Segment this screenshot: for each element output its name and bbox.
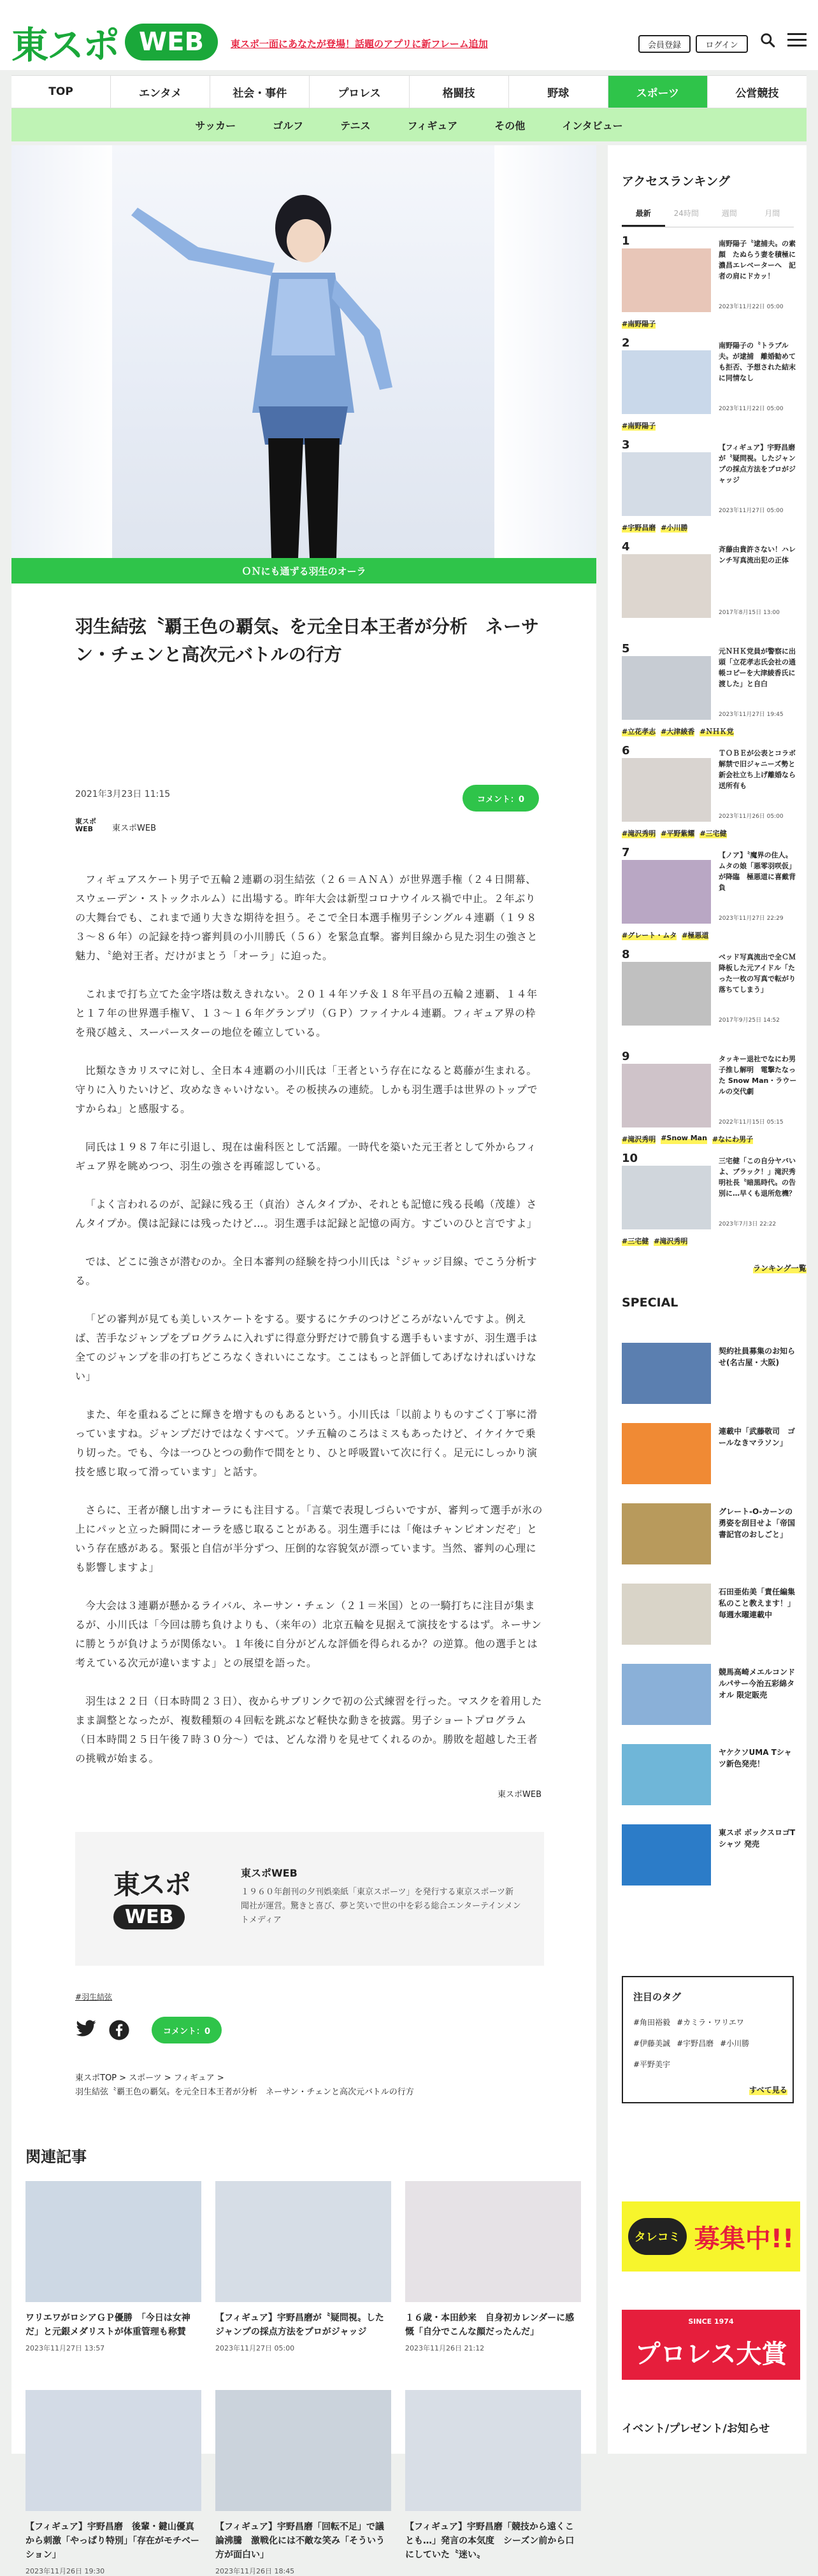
article-tag[interactable]: #羽生結弦 [75,1993,113,2001]
ranking-tag[interactable]: #南野陽子 [622,320,656,328]
event-heading: イベント/プレゼント/お知らせ [622,2422,770,2435]
ranking-tag[interactable]: #立花孝志 [622,727,656,736]
nav-sports[interactable]: スポーツ [608,76,708,108]
special-item[interactable]: 競馬高崎メエルコンドルパサー今治五彩綿タオル 限定販売 [622,1664,800,1728]
article-date: 2021年3月23日 11:15 [75,789,171,799]
ranking-item[interactable]: 5 元ＮＨＫ党員が警察に出頭「立花孝志氏会社の通帳コピーを大津綾香氏に渡した」と自白 2023年11月27日 19:45 #立花孝志 #大津綾香 #ＮＨＫ党 [622,642,796,736]
about-box [75,1832,544,1966]
ranking-tag[interactable]: #南野陽子 [622,422,656,430]
ranking-thumbnail [622,248,711,312]
special-heading: SPECIAL [622,1296,678,1310]
nav-martial-arts[interactable]: 格闘技 [410,76,509,108]
sidebar [608,145,807,2454]
related-thumbnail [405,2181,581,2302]
hero-image [11,145,596,558]
paragraph: 「よく言われるのが、記録に残る王（貞治）さんタイプか、それとも記憶に残る長嶋（茂雄）さんタイプか。僕は記録には残ったけど…。羽生選手は記録と記憶の両方。すごいのひと言ですよ」 [75,1198,538,1229]
author-logo: 東スポWEB [75,817,96,833]
about-name: 東スポWEB [241,1867,298,1879]
special-thumbnail [622,1423,711,1484]
nav-society[interactable]: 社会・事件 [210,76,310,108]
subnav-figure[interactable]: フィギュア [407,119,458,132]
ranking-item[interactable]: 4 斉藤由貴許さない！ハレンチ写真流出犯の正体 2017年8月15日 13:00 [622,540,800,636]
member-register-button[interactable]: 会員登録 [638,35,691,53]
site-header [0,0,818,70]
tab-weekly[interactable]: 週間 [721,209,737,218]
nav-prowrestling[interactable]: プロレス [310,76,409,108]
special-thumbnail [622,1664,711,1725]
subnav-soccer[interactable]: サッカー [195,119,236,132]
ranking-tag[interactable]: #グレート・ムタ [622,931,677,940]
ranking-tag[interactable]: #小川勝 [661,524,688,532]
ranking-heading: アクセスランキング [622,175,730,189]
related-thumbnail [215,2390,391,2511]
breadcrumb [75,2072,414,2100]
tarekomi-banner[interactable] [622,2201,800,2272]
subnav-interview[interactable]: インタビュー [562,119,623,132]
facebook-icon[interactable] [108,2019,130,2045]
ranking-tag[interactable]: #三宅健 [622,1237,649,1245]
related-item[interactable]: 【フィギュア】宇野昌磨 後輩・鍵山優真から刺激「やっぱり特別」「存在がモチベーション」 2023年11月26日 19:30 [25,2390,201,2576]
special-item[interactable]: ヤケクソUMA Tシャツ新色発売！ [622,1744,800,1808]
all-tags-link[interactable]: すべて見る [749,2086,787,2094]
related-thumbnail [215,2181,391,2302]
ranking-tabs [622,208,794,227]
related-thumbnail [25,2181,201,2302]
featured-tag[interactable]: #伊藤美誠 [633,2039,671,2048]
banner-text: プロレス大賞 [635,2340,787,2369]
related-item[interactable]: １６歳・本田紗来 自身初カレンダーに感慨「自分でこんな顔だったんだ」 2023年11月26日 21:12 [405,2181,581,2353]
nav-entame[interactable]: エンタメ [111,76,210,108]
special-thumbnail [622,1824,711,1885]
special-thumbnail [622,1503,711,1564]
paragraph: では、どこに強さが潜むのか。全日本審判の経験を持つ小川氏は〝ジャッジ目線〟でこう分析する。 [75,1256,538,1287]
paragraph: 同氏は１９８７年に引退し、現在は歯科医として活躍。一時代を築いた元王者として外からフィギュア界を眺めつつ、羽生の強さを再確認している。 [75,1141,537,1172]
article-title: 羽生結弦〝覇王色の覇気〟を元全日本王者が分析 ネーサン・チェンと高次元バトルの行方 [75,616,540,665]
ranking-thumbnail [622,860,711,924]
subnav-other[interactable]: その他 [494,119,526,132]
ranking-thumbnail [622,350,711,414]
ranking-tag[interactable]: #滝沢秀明 [654,1237,688,1245]
ranking-thumbnail [622,452,711,516]
ranking-item[interactable]: 3 【フィギュア】宇野昌磨が〝疑問視〟したジャンプの採点方法をプロがジャッジ 2023年11月27日 05:00 #宇野昌磨 #小川勝 [622,438,796,532]
featured-tag[interactable]: #平野美宇 [633,2060,671,2069]
promo-link[interactable]: 東スポ一面にあなたが登場！話題のアプリに新フレーム追加 [231,38,488,50]
author-block [75,818,156,836]
login-button[interactable]: ログイン [696,35,748,53]
menu-icon[interactable] [787,32,807,53]
comment-button-bottom[interactable]: コメント：0 [152,2017,222,2043]
ranking-thumbnail [622,554,711,618]
ranking-tag[interactable]: #Snow Man [661,1134,707,1144]
ranking-item[interactable]: 2 南野陽子の〝トラブル夫〟が逮捕 離婚勧めても拒否、予想された結末に同情なし 2023年11月22日 05:00 #南野陽子 [622,336,796,430]
logo-web-badge: WEB [125,24,218,61]
paragraph: 今大会は３連覇が懸かるライバル、ネーサン・チェン（２１＝米国）との一騎打ちに注目が集まるが、小川氏は「今回は勝ち負けよりも、（来年の）北京五輪を見据えて演技をするはず。ネーサンに勝とうが負けようが関係ない。１年後に自分がどんな評価を得られるか？の逆算。他の選手とは考えている次元が違いますよ」との展望を語った。 [75,1599,542,1669]
paragraph: また、年を重ねるごとに輝きを増すものもあるという。小川氏は「以前よりものすごく丁寧に滑っていますね。ジャンプだけではなくすべて。ソチ五輪のころはミスもあったけど、イケイケで乗り切った。でも、今は一つひとつの動作で間をとり、ひと呼吸置いて次に行く。足元にしっかり演技を感じ取って滑っています」と話す。 [75,1408,538,1478]
related-item[interactable]: 【フィギュア】宇野昌磨が〝疑問視〟したジャンプの採点方法をプロがジャッジ 2023年11月27日 05:00 [215,2181,391,2353]
ranking-item[interactable]: 1 南野陽子〝逮捕夫〟の素顔 たぬらう妻を積極に濃昌エレベーターへ 記者の肩にドカッ！ 2023年11月22日 05:00 #南野陽子 [622,234,796,328]
ranking-tag[interactable]: #極悪道 [682,931,709,940]
tab-monthly[interactable]: 月間 [764,209,780,218]
paragraph: フィギュアスケート男子で五輪２連覇の羽生結弦（２６＝ＡＮＡ）が世界選手権（２４日開幕、スウェーデン・ストックホルム）に出場する。昨年大会は新型コロナウイルス禍で中止。２年ぶりの大舞台でも、これまで通り大きな期待を担う。そこで全日本選手権男子シングル４連覇（１９８３〜８６年）の記録を持つ審判員の小川勝氏（５６）を緊急直撃。審判目線から見た羽生の強さと魅力、〝絶対王者〟だけがまとう「オーラ」に迫った。 [75,873,538,962]
ranking-thumbnail [622,758,711,822]
ranking-thumbnail [622,962,711,1026]
paragraph: 羽生は２２日（日本時間２３日）、夜からサブリンクで初の公式練習を行った。マスクを着用したまま調整となったが、複数種類の４回転を跳ぶなど軽快な動きを披露。男子ショートプログラム（日本時間２５日午後７時３０分〜）では、どんな滑りを見せてくれるのか。勝敗を超越した王者の挑戦が始まる。 [75,1695,543,1764]
featured-tag[interactable]: #カミラ・ワリエワ [677,2018,744,2027]
special-thumbnail [622,1584,711,1645]
ranking-tag[interactable]: #ＮＨＫ党 [700,727,734,736]
ranking-tag[interactable]: #宇野昌磨 [622,524,656,532]
subnav-tennis[interactable]: テニス [340,119,371,132]
featured-tags-box [622,1976,794,2103]
sub-nav [11,108,807,141]
ranking-item[interactable]: 10 三宅健「この自分ヤバいよ、ブラック！」滝沢秀明社長〝暗黒時代〟の告別に…早くも退所危機？ 2023年7月3日 22:22 #三宅健 #滝沢秀明 [622,1152,796,1245]
related-item[interactable]: ワリエワがロシアＧＰ優勝 「今日は女神だ」と元銀メダリストが体重管理も称賛 2023年11月27日 13:57 [25,2181,201,2353]
ranking-thumbnail [622,656,711,720]
comment-button-top[interactable]: コメント：0 [463,785,539,812]
ranking-tag[interactable]: #大津綾香 [661,727,695,736]
tab-latest[interactable]: 最新 [622,208,665,227]
breadcrumb-current: 羽生結弦〝覇王色の覇気〟を元全日本王者が分析 ネーサン・チェンと高次元バトルの行方 [75,2087,414,2097]
ranking-tag[interactable]: #滝沢秀明 [622,1135,656,1143]
featured-tag[interactable]: #宇野昌磨 [677,2039,714,2048]
subnav-golf[interactable]: ゴルフ [273,119,304,132]
banner-small-text: SINCE 1974 [688,2317,734,2326]
ranking-item[interactable]: 6 ＴＯＢＥが公表とコラボ解禁で旧ジャニーズ勢と新会社立ち上げ離婚なら送所有も 2023年11月26日 05:00 #滝沢秀明 #平野紫耀 #三宅健 [622,744,796,838]
main-nav [11,75,807,108]
breadcrumb-path[interactable]: 東スポTOP > スポーツ > フィギュア > [75,2073,224,2083]
author-name[interactable]: 東スポWEB [112,823,156,833]
ranking-item[interactable]: 8 ベッド写真流出で全ＣＭ降板した元アイドル「たった一枚の写真で転がり落ちてしまう」 2017年9月25日 14:52 [622,948,800,1043]
nav-top[interactable]: TOP [11,76,111,108]
tab-24h[interactable]: 24時間 [673,209,699,218]
ranking-item[interactable]: 7 【ノア】〝魔界の住人〟ムタの娘「悪零羽咲仮」が降臨 極悪道に喜戴背負 2023年11月27日 22:29 #グレート・ムタ #極悪道 [622,846,796,940]
special-item[interactable]: 契約社員募集のお知らせ(名古屋・大阪) [622,1343,800,1406]
paragraph: 比類なきカリスマに対し、全日本４連覇の小川氏は「王者という存在になると葛藤が生まれる。守りに入りたいけど、攻めなきゃいけない。その板挟みの連続。しかも羽生選手は世界のトップですからね」と感服する。 [75,1064,538,1115]
ranking-thumbnail [622,1166,711,1229]
special-item[interactable]: 連載中「武藤敬司 ゴールなきマラソン」 [622,1423,800,1487]
logo-text: 東スポ [11,24,119,67]
ranking-tag[interactable]: #滝沢秀明 [622,829,656,838]
featured-tag[interactable]: #角田裕毅 [633,2018,671,2027]
article-credit: 東スポWEB [498,1790,542,1800]
ranking-tag[interactable]: #三宅健 [700,829,727,838]
related-item[interactable]: 【フィギュア】宇野昌磨「競技から遠くことも…」発言の本気度 シーズン前から口にしていた〝迷い〟 [405,2390,581,2562]
twitter-icon[interactable] [75,2019,97,2043]
article-body [75,870,544,1787]
related-heading: 関連記事 [25,2148,87,2166]
ranking-list-link[interactable]: ランキング一覧 [753,1264,807,1273]
featured-tags-list [633,2017,786,2070]
nav-public-racing[interactable]: 公営競技 [735,87,779,100]
site-logo[interactable] [11,19,218,65]
nav-baseball[interactable]: 野球 [509,76,608,108]
paragraph: これまで打ち立てた金字塔は数えきれない。２０１４年ソチ＆１８年平昌の五輪２連覇、１４年と１７年の世界選手権Ｖ、１３〜１６年グランプリ（ＧＰ）ファイナル４連覇。フィギュア界の枠を飛び越え、スーパースターの地位を確立している。 [75,988,538,1038]
ranking-thumbnail [622,1064,711,1127]
special-thumbnail [622,1343,711,1404]
hero-caption: ＯＮにも通ずる羽生のオーラ [11,558,596,583]
article-column [11,145,596,2575]
special-item[interactable]: グレート-O-カーンの勇姿を刮目せよ「帝国書記官のおしごと」 [622,1503,800,1567]
featured-tag[interactable]: #小川勝 [720,2039,750,2048]
related-thumbnail [405,2390,581,2511]
prowrestling-award-banner[interactable] [622,2310,800,2380]
special-item[interactable]: 東スポ ボックスロゴTシャツ 発売 [622,1824,800,1888]
paragraph: 「どの審判が見ても美しいスケートをする。要するにケチのつけどころがないんですよ。例えば、苦手なジャンプをプログラムに入れずに得意分野だけで勝負する選手もいますが、羽生選手は全てのジャンプを非の打ちどころなくきれいにこなす。ここはもっと評価してあげなければいけない」 [75,1313,538,1382]
featured-tags-heading: 注目のタグ [633,1991,682,2003]
related-item[interactable]: 【フィギュア】宇野昌磨「回転不足」で議論沸騰 激戦化には不敵な笑み「そういう方が面白い」 2023年11月26日 18:45 [215,2390,391,2576]
about-description: １９６０年創刊の夕刊娯楽紙「東京スポーツ」を発行する東京スポーツ新聞社が運営。驚きと喜び、夢と笑いで世の中を彩る総合エンターテインメントメディア [241,1887,521,1925]
skater-photo [112,145,494,558]
banner-label: タレコミ [628,2218,687,2255]
search-icon[interactable] [759,32,776,53]
special-thumbnail [622,1744,711,1805]
special-item[interactable]: 石田亜佑美「責任編集 私のこと教えます！」毎週水曜連載中 [622,1584,800,1647]
about-logo: 東スポ WEB [113,1869,190,1928]
ranking-tag[interactable]: #なにわ男子 [712,1135,754,1143]
paragraph: さらに、王者が醸し出すオーラにも注目する。「言葉で表現しづらいですが、審判って選手が氷の上にパッと立った瞬間にオーラを感じ取ることがある。羽生選手には「俺はチャンピオンだぞ」という存在感がある。緊張と自信が半分ずつ、圧倒的な容貌気が漂っています。当然、審判の心理にも影響しますよ」 [75,1504,543,1573]
ranking-item[interactable]: 9 タッキー退社でなにわ男子推し解明 電撃たなった Snow Man・ラウールの交代劇 2022年11月15日 05:15 #滝沢秀明 #Snow Man #なにわ男子 [622,1050,797,1143]
related-thumbnail [25,2390,201,2511]
ranking-tag[interactable]: #平野紫耀 [661,829,695,838]
banner-text: 募集中!! [694,2224,794,2254]
